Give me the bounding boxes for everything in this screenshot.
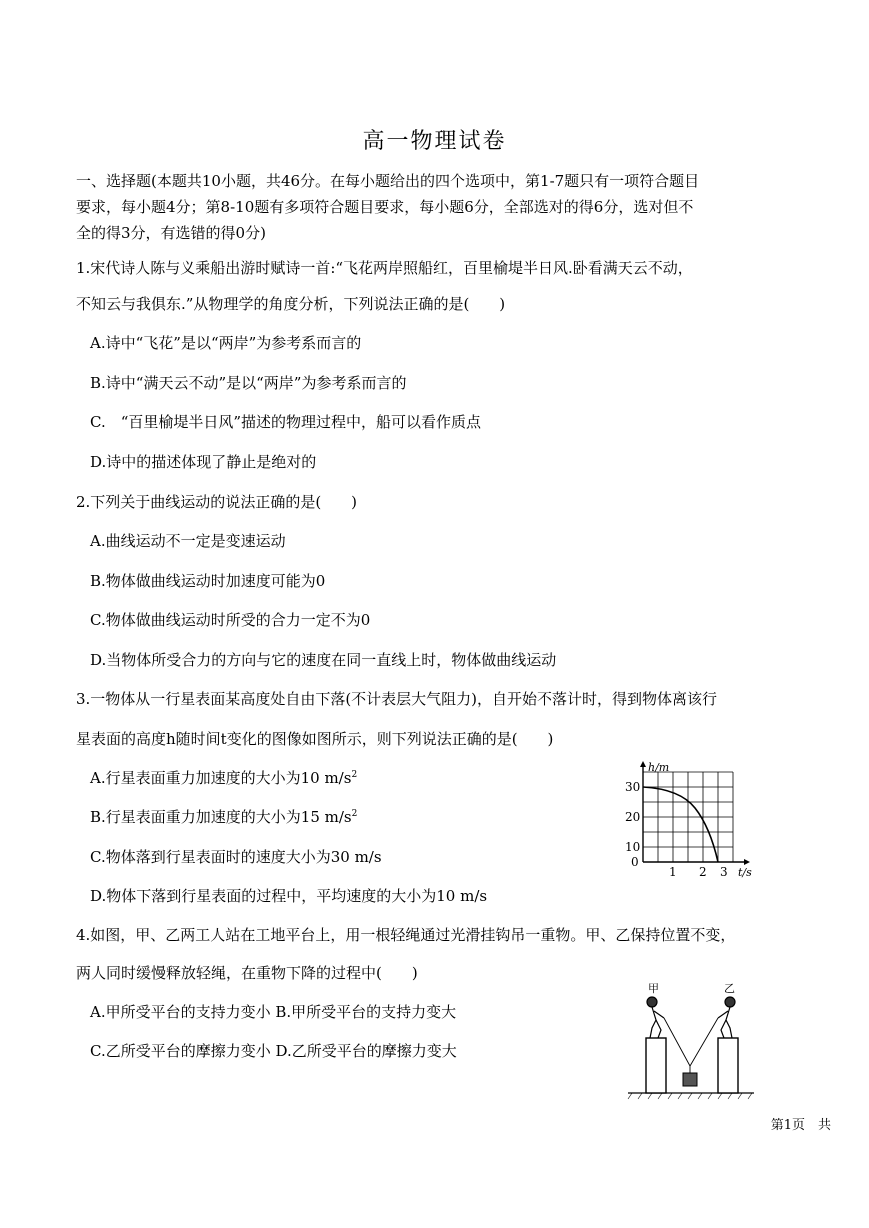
- worker-left: [647, 997, 664, 1038]
- q2-option-b: B.物体做曲线运动时加速度可能为0: [90, 572, 326, 590]
- graph-xtick-3: 3: [720, 865, 728, 879]
- page-number-footer: 第1页 共: [770, 1118, 831, 1133]
- q4-options-ab: A.甲所受平台的支持力变小 B.甲所受平台的支持力变大: [90, 1003, 457, 1021]
- q2-option-d: D.当物体所受合力的方向与它的速度在同一直线上时，物体做曲线运动: [90, 651, 557, 669]
- q3-option-c: C.物体落到行星表面时的速度大小为30 m/s: [90, 848, 382, 866]
- q1-option-b: B.诗中“满天云不动”是以“两岸”为参考系而言的: [90, 374, 407, 392]
- right-rope: [690, 1018, 718, 1066]
- graph-ytick-0: 0: [631, 855, 639, 869]
- q1-option-d: D.诗中的描述体现了静止是绝对的: [90, 453, 317, 471]
- graph-ytick-30: 30: [625, 780, 641, 794]
- page-title: 高一物理试卷: [362, 129, 507, 154]
- q4-stem-line-2: 两人同时缓慢释放轻绳，在重物下降的过程中( ): [76, 964, 418, 982]
- q2-option-c: C.物体做曲线运动时所受的合力一定不为0: [90, 611, 371, 629]
- worker-right: [718, 997, 735, 1038]
- left-platform: [646, 1038, 666, 1093]
- hanging-weight: [683, 1073, 697, 1086]
- graph-ytick-20: 20: [625, 810, 641, 824]
- label-left-worker: 甲: [648, 982, 659, 995]
- section-instructions-line-1: 一、选择题(本题共10小题，共46分。在每小题给出的四个选项中，第1-7题只有一项符合题目: [76, 172, 700, 190]
- section-instructions-line-3: 全的得3分，有选错的得0分): [76, 224, 266, 242]
- graph-ytick-10: 10: [625, 840, 641, 854]
- q3-height-time-graph: [620, 758, 760, 880]
- q3-stem-line-1: 3.一物体从一行星表面某高度处自由下落(不计表层大气阻力)，自开始不落计时，得到物体离该行: [76, 690, 718, 708]
- q2-stem: 2.下列关于曲线运动的说法正确的是( ): [76, 493, 358, 511]
- graph-y-arrow: [640, 761, 646, 767]
- q1-stem-line-1: 1.宋代诗人陈与义乘船出游时赋诗一首:“飞花两岸照船红，百里榆堤半日风.卧看满天云不动，: [76, 259, 693, 277]
- q1-stem-line-2: 不知云与我俱东.”从物理学的角度分析，下列说法正确的是( ): [76, 295, 506, 313]
- q4-stem-line-1: 4.如图，甲、乙两工人站在工地平台上，用一根轻绳通过光滑挂钩吊一重物。甲、乙保持位置不变，: [76, 926, 736, 944]
- section-instructions-line-2: 要求，每小题4分；第8-10题有多项符合题目要求，每小题6分，全部选对的得6分，选对但不: [76, 198, 694, 216]
- graph-grid: [643, 772, 733, 862]
- graph-curve: [643, 787, 718, 862]
- left-rope: [664, 1018, 690, 1066]
- q2-option-a: A.曲线运动不一定是变速运动: [90, 532, 286, 550]
- right-platform: [718, 1038, 738, 1093]
- graph-x-label: t/s: [738, 866, 752, 879]
- q3-option-b: B.行星表面重力加速度的大小为15 $m/s^2$: [90, 808, 358, 826]
- q4-options-cd: C.乙所受平台的摩擦力变小 D.乙所受平台的摩擦力变大: [90, 1042, 457, 1060]
- q3-stem-line-2: 星表面的高度h随时间t变化的图像如图所示，则下列说法正确的是( ): [76, 730, 554, 748]
- graph-x-arrow: [744, 859, 750, 865]
- q1-option-c: C. “百里榆堤半日风”描述的物理过程中，船可以看作质点: [90, 413, 482, 431]
- q4-workers-figure: [626, 978, 756, 1103]
- q1-option-a: A.诗中“飞花”是以“两岸”为参考系而言的: [90, 334, 362, 352]
- q3-option-a: A.行星表面重力加速度的大小为10 $m/s^2$: [90, 769, 358, 787]
- label-right-worker: 乙: [724, 982, 735, 995]
- graph-xtick-1: 1: [669, 865, 677, 879]
- graph-xtick-2: 2: [699, 865, 707, 879]
- graph-y-label: h/m: [648, 761, 670, 774]
- q3-option-d: D.物体下落到行星表面的过程中，平均速度的大小为10 m/s: [90, 887, 488, 905]
